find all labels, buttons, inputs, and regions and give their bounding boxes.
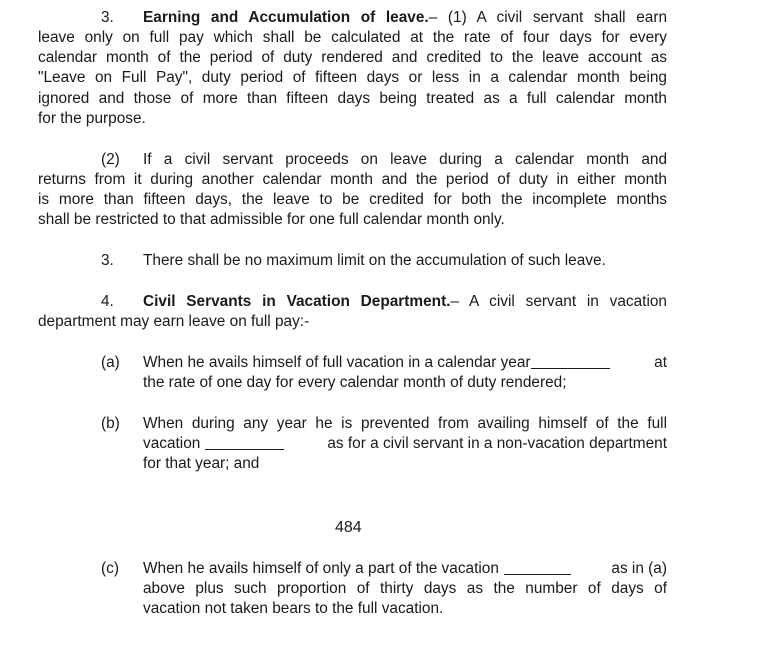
clause-line [143,353,667,373]
clause-line [143,559,667,579]
section-intro: – A civil servant in vacation [450,293,667,310]
section-intro: – (1) A civil servant shall earn [428,9,668,26]
section-heading-line [143,292,667,312]
paragraph-line: There shall be no maximum limit on the accumulation of such leave. [143,252,606,269]
paragraph-number: 3. [101,252,114,269]
paragraph-line: shall be restricted to that admissible for one full calendar month only. [38,211,505,228]
section-heading: Civil Servants in Vacation Department. [143,293,451,310]
blank-field [531,353,610,369]
section-number: 4. [101,293,114,310]
clause-line: the rate of one day for every calendar month of duty rendered; [143,374,567,391]
blank-field [504,559,571,575]
clause-line [143,434,667,454]
paragraph-line: returns from it during another calendar month and the period of duty in either month [38,171,667,188]
clause-text: as in (a) [611,560,667,577]
clause-text: vacation [143,435,201,452]
paragraph-line: "Leave on Full Pay", duty period of fifteen days or less in a calendar month being [38,69,667,86]
clause-line: for that year; and [143,455,260,472]
clause-line: When during any year he is prevented from availing himself of the full [143,415,667,432]
paragraph-line: for the purpose. [38,110,146,127]
clause-text: When he avails himself of full vacation in a calendar year [143,354,531,371]
page-number: 484 [335,519,362,536]
section-heading: Earning and Accumulation of leave. [143,9,429,26]
paragraph-line: calendar month of the period of duty rendered and credited to the leave account as [38,49,667,66]
paragraph-line: department may earn leave on full pay:- [38,313,310,330]
clause-label: (c) [101,560,119,577]
subsection-number: (2) [101,151,120,168]
clause-label: (b) [101,415,120,432]
section-number: 3. [101,9,114,26]
paragraph-line: If a civil servant proceeds on leave during a calendar month and [143,151,667,168]
clause-line: above plus such proportion of thirty days as the number of days of [143,580,667,597]
paragraph-line: is more than fifteen days, the leave to be credited for both the incomplete months [38,191,667,208]
clause-line: vacation not taken bears to the full vacation. [143,600,444,617]
paragraph-line: leave only on full pay which shall be calculated at the rate of four days for every [38,29,667,46]
clause-label: (a) [101,354,120,371]
section-heading-line [143,8,667,28]
clause-text: When he avails himself of only a part of the vacation [143,560,499,577]
blank-field [205,434,284,450]
paragraph-line: ignored and those of more than fifteen days being treated as a full calendar month [38,90,667,107]
clause-text: at [654,354,667,371]
clause-text: as for a civil servant in a non-vacation department [327,435,667,452]
